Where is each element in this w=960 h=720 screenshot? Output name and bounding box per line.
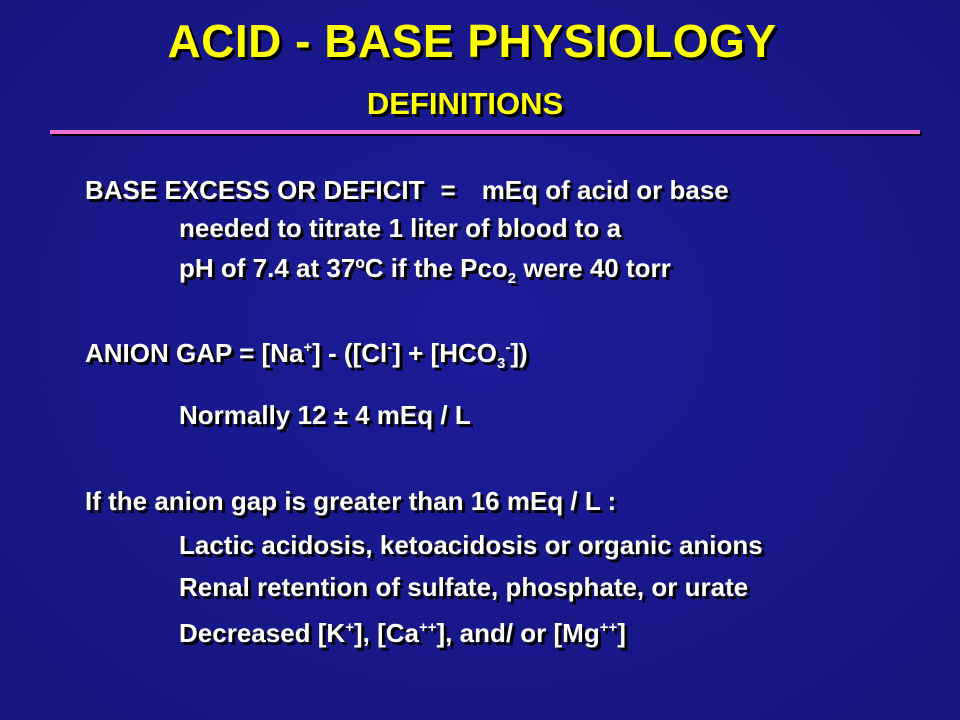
- base-excess-definition-2: needed to titrate 1 liter of blood to a: [179, 213, 622, 243]
- slide-subtitle: DEFINITIONS: [366, 86, 564, 121]
- hco-subscript: 3: [497, 355, 506, 372]
- title-divider: [50, 130, 920, 134]
- base-excess-definition-1: mEq of acid or base: [481, 175, 729, 205]
- anion-gap-label: ANION GAP = [Na: [85, 338, 304, 368]
- mg-text: ], and/ or [Mg: [436, 618, 600, 648]
- base-excess-equals: =: [440, 175, 456, 205]
- k-text: Decreased [K: [179, 618, 346, 648]
- ca-charge: ++: [418, 619, 437, 636]
- cl-charge: -: [387, 339, 393, 356]
- base-excess-label: BASE EXCESS OR DEFICIT: [85, 175, 425, 205]
- cl-text: ] - ([Cl: [312, 338, 388, 368]
- hco-text: ] + [HCO: [392, 338, 497, 368]
- torr-text: were 40 torr: [516, 253, 671, 283]
- hco-charge: -: [505, 339, 511, 356]
- anion-gap-formula: [85, 338, 528, 372]
- na-charge: +: [303, 339, 313, 356]
- cause-item-2: Renal retention of sulfate, phosphate, or urate: [179, 572, 749, 602]
- base-excess-definition-3: [179, 253, 671, 287]
- ca-text: ], [Ca: [353, 618, 419, 648]
- k-charge: +: [345, 619, 354, 636]
- anion-gap-normal: Normally 12 ± 4 mEq / L: [179, 400, 471, 430]
- base-excess-heading: [85, 175, 729, 206]
- cause-item-3: [179, 618, 626, 649]
- mg-close: ]: [617, 618, 626, 648]
- slide-title: ACID - BASE PHYSIOLOGY: [167, 15, 777, 67]
- cause-item-1: Lactic acidosis, ketoacidosis or organic anions: [179, 530, 763, 560]
- formula-end: ]): [510, 338, 528, 368]
- greater-than-intro: If the anion gap is greater than 16 mEq / L :: [85, 486, 617, 516]
- mg-charge: ++: [599, 619, 618, 636]
- pco2-subscript: 2: [507, 270, 517, 287]
- pco2-text: pH of 7.4 at 37ºC if the Pco: [179, 253, 508, 283]
